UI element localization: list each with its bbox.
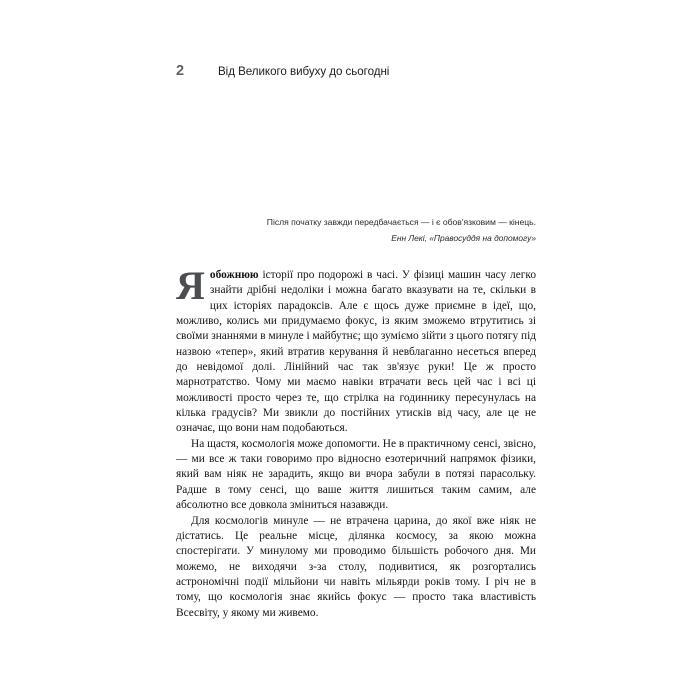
epigraph-block: [176, 216, 536, 244]
epigraph-source: Енн Лекі, «Правосуддя на допомогу»: [391, 233, 536, 243]
lead-in-text: обожнюю: [209, 269, 259, 281]
body-text: [176, 263, 536, 621]
running-head: [176, 63, 536, 85]
paragraph-1-text: історії про подорожі в часі. У фізиці машин часу легко знайти дрібні недоліки і можна багато вказувати на те, скільки в цих історіях парадоксів. Але є щось дуже приємне в ідеї, що, можливо, колись ми придумаємо фокус, із яким зможемо втрутитись зі своїми знаннями в минуле і майбутнє; що зуміємо зійти з цього потягу під назвою «тепер», який втратив керування й невблаганно несеться вперед до невідомої долі. Лінійний час так зв'язує руки! Це ж просто марнотратство. Чому ми маємо навіки втрачати весь цей час і всі ці можливості просто через те, що стрілка на годиннику пересунулась на кілька градусів? Ми звикли до постійних утисків від часу, але це не означає, що вони нам подобаються.: [176, 269, 536, 435]
drop-cap: Я: [176, 263, 205, 308]
chapter-number: 2: [176, 63, 185, 79]
chapter-title: Від Великого вибуху до сьогодні: [218, 65, 390, 78]
epigraph-quote: Після початку завжди передбачається — і є обов'язковим — кінець.: [266, 217, 536, 227]
paragraph-2: На щастя, космологія може допомогти. Не в практичному сенсі, звісно, — ми все ж таки говоримо про відносно езотеричний напрямок фізики, який вам ніяк не зарадить, якщо ви вчора забули в потязі парасольку. Радше в тому сенсі, що ваше життя лишиться таким самим, але абсолютно все довкола зміниться назавжди.: [176, 437, 536, 512]
paragraph-3: Для космологів минуле — не втрачена царина, до якої вже ніяк не дістатись. Це реальне місце, ділянка космосу, за якою можна спостерігати. У минулому ми проводимо більшість робочого дня. Ми можемо, не виходячи з-за столу, подивитися, як розгортались астрономічні події мільйони чи навіть мільярди років тому. І річ не в тому, що космологія знає якийсь фокус — просто така властивість Всесвіту, у якому ми живемо.: [176, 514, 536, 619]
paragraph-1: [176, 263, 536, 437]
